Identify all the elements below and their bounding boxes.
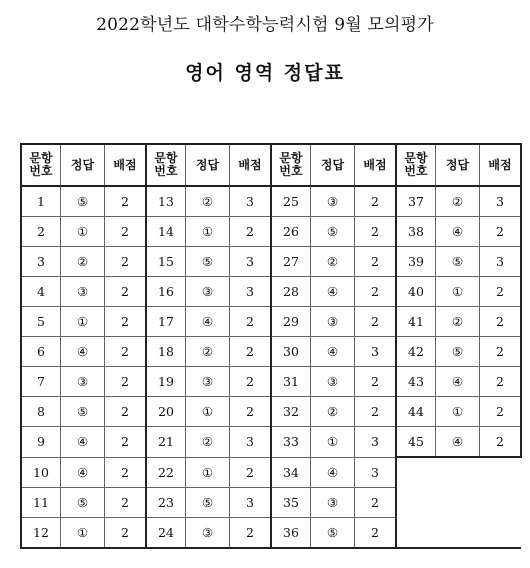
cell-points: 2 [105, 487, 147, 517]
cell-question-number: 1 [21, 186, 61, 217]
cell-question-number: 6 [21, 337, 61, 367]
cell-answer: ⑤ [436, 337, 480, 367]
cell-answer: ④ [61, 457, 105, 487]
cell-points: 3 [355, 337, 397, 367]
cell-answer: ⑤ [186, 247, 230, 277]
header-points: 배점 [480, 144, 522, 186]
table-row [21, 487, 521, 517]
table-row [21, 247, 521, 277]
cell-points: 2 [230, 217, 272, 247]
cell-question-number: 42 [396, 337, 436, 367]
answer-table-title: 영어 영역 정답표 [185, 62, 345, 84]
cell-question-number: 39 [396, 247, 436, 277]
cell-answer: ② [436, 186, 480, 217]
cell-answer: ④ [311, 457, 355, 487]
cell-points: 3 [355, 427, 397, 458]
cell-answer: ⑤ [436, 247, 480, 277]
cell-points: 2 [355, 247, 397, 277]
cell-question-number: 9 [21, 427, 61, 458]
cell-points: 2 [230, 517, 272, 548]
cell-points: 2 [355, 307, 397, 337]
cell-points: 2 [480, 307, 522, 337]
cell-answer: ① [61, 217, 105, 247]
cell-answer: ④ [436, 427, 480, 458]
cell-answer: ④ [311, 277, 355, 307]
cell-answer: ① [186, 457, 230, 487]
cell-points: 2 [355, 277, 397, 307]
cell-points: 2 [355, 217, 397, 247]
cell-question-number: 14 [146, 217, 186, 247]
empty-cell [396, 517, 436, 548]
cell-answer: ② [186, 186, 230, 217]
cell-question-number: 31 [271, 367, 311, 397]
empty-cell [396, 457, 436, 487]
cell-points: 2 [105, 277, 147, 307]
cell-answer: ② [311, 247, 355, 277]
header-answer: 정답 [311, 144, 355, 186]
cell-question-number: 23 [146, 487, 186, 517]
cell-question-number: 40 [396, 277, 436, 307]
cell-question-number: 32 [271, 397, 311, 427]
header-question-number: 문항 번호 [21, 144, 61, 186]
cell-question-number: 37 [396, 186, 436, 217]
cell-points: 2 [105, 367, 147, 397]
table-row [21, 517, 521, 548]
cell-answer: ③ [186, 517, 230, 548]
cell-question-number: 21 [146, 427, 186, 458]
cell-answer: ② [436, 307, 480, 337]
cell-question-number: 44 [396, 397, 436, 427]
cell-answer: ⑤ [186, 487, 230, 517]
cell-question-number: 41 [396, 307, 436, 337]
cell-answer: ③ [61, 367, 105, 397]
cell-points: 2 [480, 397, 522, 427]
cell-question-number: 29 [271, 307, 311, 337]
header-question-number: 문항 번호 [271, 144, 311, 186]
header-answer: 정답 [61, 144, 105, 186]
cell-answer: ② [311, 397, 355, 427]
cell-answer: ③ [311, 186, 355, 217]
answer-key-table [20, 143, 522, 549]
cell-points: 2 [480, 367, 522, 397]
header-points: 배점 [230, 144, 272, 186]
cell-answer: ① [436, 277, 480, 307]
table-row [21, 277, 521, 307]
cell-question-number: 28 [271, 277, 311, 307]
cell-answer: ④ [436, 367, 480, 397]
cell-points: 2 [355, 367, 397, 397]
cell-question-number: 2 [21, 217, 61, 247]
table-row [21, 367, 521, 397]
cell-question-number: 16 [146, 277, 186, 307]
cell-answer: ① [61, 517, 105, 548]
cell-points: 3 [230, 427, 272, 458]
header-answer: 정답 [436, 144, 480, 186]
cell-question-number: 4 [21, 277, 61, 307]
cell-question-number: 5 [21, 307, 61, 337]
cell-points: 2 [230, 397, 272, 427]
cell-question-number: 25 [271, 186, 311, 217]
cell-points: 2 [230, 367, 272, 397]
cell-points: 2 [230, 307, 272, 337]
cell-points: 2 [355, 517, 397, 548]
header-points: 배점 [355, 144, 397, 186]
cell-question-number: 22 [146, 457, 186, 487]
answer-table-body [21, 186, 521, 548]
cell-question-number: 34 [271, 457, 311, 487]
cell-question-number: 35 [271, 487, 311, 517]
cell-answer: ③ [311, 367, 355, 397]
empty-cell [396, 487, 436, 517]
table-row [21, 217, 521, 247]
cell-points: 2 [105, 517, 147, 548]
table-header-row [21, 144, 521, 186]
cell-points: 3 [230, 247, 272, 277]
header-question-number: 문항 번호 [396, 144, 436, 186]
table-row [21, 427, 521, 458]
cell-answer: ⑤ [61, 487, 105, 517]
cell-answer: ② [186, 427, 230, 458]
cell-points: 2 [105, 457, 147, 487]
cell-answer: ③ [186, 367, 230, 397]
empty-cell [480, 517, 522, 548]
cell-points: 2 [480, 427, 522, 458]
cell-points: 2 [105, 247, 147, 277]
cell-answer: ④ [61, 337, 105, 367]
cell-question-number: 7 [21, 367, 61, 397]
cell-question-number: 12 [21, 517, 61, 548]
cell-question-number: 13 [146, 186, 186, 217]
cell-answer: ② [186, 337, 230, 367]
cell-question-number: 8 [21, 397, 61, 427]
cell-question-number: 15 [146, 247, 186, 277]
cell-question-number: 45 [396, 427, 436, 458]
cell-answer: ① [311, 427, 355, 458]
cell-question-number: 20 [146, 397, 186, 427]
cell-question-number: 24 [146, 517, 186, 548]
cell-answer: ③ [311, 487, 355, 517]
cell-points: 2 [355, 487, 397, 517]
table-row [21, 307, 521, 337]
cell-points: 2 [355, 186, 397, 217]
cell-answer: ① [186, 217, 230, 247]
cell-question-number: 11 [21, 487, 61, 517]
cell-question-number: 18 [146, 337, 186, 367]
cell-points: 2 [355, 397, 397, 427]
cell-answer: ④ [436, 217, 480, 247]
cell-points: 2 [105, 186, 147, 217]
empty-cell [436, 457, 480, 487]
cell-question-number: 19 [146, 367, 186, 397]
table-row [21, 397, 521, 427]
table-row [21, 337, 521, 367]
cell-question-number: 3 [21, 247, 61, 277]
cell-points: 2 [230, 457, 272, 487]
cell-points: 2 [105, 217, 147, 247]
header-points: 배점 [105, 144, 147, 186]
cell-points: 2 [105, 337, 147, 367]
cell-points: 3 [230, 186, 272, 217]
cell-question-number: 30 [271, 337, 311, 367]
cell-question-number: 27 [271, 247, 311, 277]
cell-question-number: 33 [271, 427, 311, 458]
cell-points: 2 [480, 217, 522, 247]
cell-question-number: 26 [271, 217, 311, 247]
cell-answer: ④ [61, 427, 105, 458]
empty-cell [480, 457, 522, 487]
cell-answer: ④ [186, 307, 230, 337]
cell-points: 2 [480, 277, 522, 307]
cell-points: 3 [480, 247, 522, 277]
cell-answer: ③ [61, 277, 105, 307]
cell-points: 2 [480, 337, 522, 367]
cell-question-number: 38 [396, 217, 436, 247]
cell-points: 2 [105, 427, 147, 458]
cell-points: 3 [480, 186, 522, 217]
table-row [21, 186, 521, 217]
cell-points: 2 [230, 337, 272, 367]
cell-question-number: 10 [21, 457, 61, 487]
cell-answer: ③ [311, 307, 355, 337]
exam-title: 2022학년도 대학수학능력시험 9월 모의평가 [96, 15, 434, 35]
cell-question-number: 36 [271, 517, 311, 548]
empty-cell [480, 487, 522, 517]
cell-question-number: 43 [396, 367, 436, 397]
cell-answer: ⑤ [311, 217, 355, 247]
cell-points: 3 [230, 277, 272, 307]
table-row [21, 457, 521, 487]
header-question-number: 문항 번호 [146, 144, 186, 186]
empty-cell [436, 517, 480, 548]
cell-answer: ⑤ [61, 186, 105, 217]
cell-question-number: 17 [146, 307, 186, 337]
cell-answer: ② [61, 247, 105, 277]
header-answer: 정답 [186, 144, 230, 186]
cell-answer: ⑤ [61, 397, 105, 427]
cell-answer: ① [186, 397, 230, 427]
cell-points: 3 [355, 457, 397, 487]
cell-answer: ④ [311, 337, 355, 367]
cell-points: 2 [105, 397, 147, 427]
cell-points: 3 [230, 487, 272, 517]
cell-points: 2 [105, 307, 147, 337]
cell-answer: ⑤ [311, 517, 355, 548]
empty-cell [436, 487, 480, 517]
cell-answer: ① [61, 307, 105, 337]
cell-answer: ③ [186, 277, 230, 307]
cell-answer: ① [436, 397, 480, 427]
